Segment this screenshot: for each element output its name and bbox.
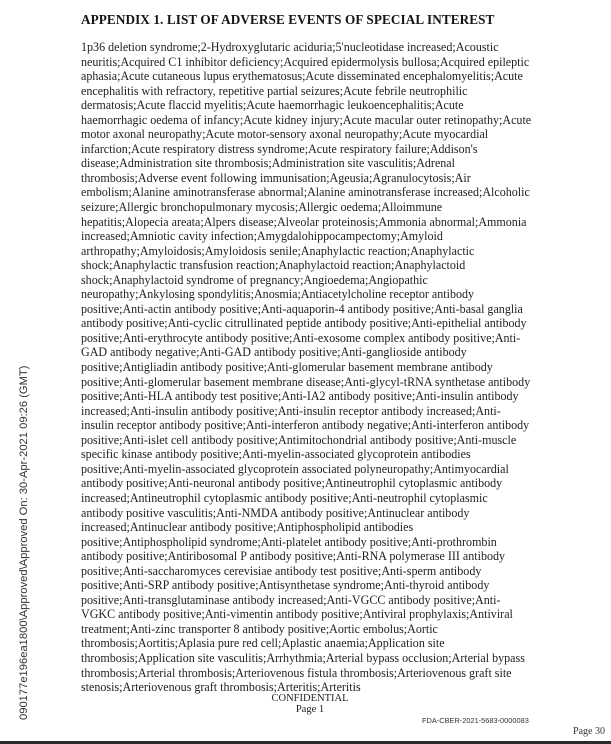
- text-line: arthropathy;Amyloidosis;Amyloidosis senile;Anaphylactic reaction;Anaphylactic: [81, 243, 475, 258]
- text-line: increased;Amniotic cavity infection;Amygdalohippocampectomy;Amyloid: [81, 229, 443, 244]
- text-line: increased;Anti-insulin antibody positive;Anti-insulin receptor antibody increased;Anti-: [81, 403, 501, 418]
- text-line: positive;Anti-glomerular basement membrane disease;Anti-glycyl-tRNA synthetase antibody: [81, 374, 531, 389]
- document-id: FDA-CBER-2021-5683-0000083: [422, 716, 529, 725]
- text-line: antibody positive;Anti-cyclic citrullinated peptide antibody positive;Anti-epithelial antibody: [81, 316, 527, 331]
- text-line: positive;Anti-saccharomyces cerevisiae antibody test positive;Anti-sperm antibody: [81, 563, 482, 578]
- text-line: VGKC antibody positive;Anti-vimentin antibody positive;Antiviral prophylaxis;Antiviral: [81, 607, 513, 622]
- text-line: neuropathy;Ankylosing spondylitis;Anosmia;Antiacetylcholine receptor antibody: [81, 287, 475, 302]
- text-line: increased;Antineutrophil cytoplasmic antibody positive;Anti-neutrophil cytoplasmic: [81, 490, 488, 505]
- text-line: thrombosis;Adverse event following immunisation;Ageusia;Agranulocytosis;Air: [81, 170, 471, 185]
- text-line: thrombosis;Arterial thrombosis;Arteriovenous fistula thrombosis;Arteriovenous graft site: [81, 665, 512, 680]
- text-line: antibody positive;Anti-neuronal antibody positive;Antineutrophil cytoplasmic antibody: [81, 476, 503, 491]
- text-line: antibody positive;Antiribosomal P antibody positive;Anti-RNA polymerase III antibody: [81, 549, 506, 564]
- text-line: infarction;Acute respiratory distress syndrome;Acute respiratory failure;Addison's: [81, 141, 478, 156]
- text-line: positive;Anti-myelin-associated glycoprotein associated polyneuropathy;Antimyocardial: [81, 461, 509, 476]
- text-line: positive;Antiphospholipid syndrome;Anti-platelet antibody positive;Anti-prothrombin: [81, 534, 497, 549]
- text-line: encephalitis with refractory, repetitive partial seizures;Acute febrile neutrophilic: [81, 83, 468, 98]
- text-line: neuritis;Acquired C1 inhibitor deficiency;Acquired epidermolysis bullosa;Acquired epileptic: [81, 54, 530, 69]
- text-line: thrombosis;Aortitis;Aplasia pure red cell;Aplastic anaemia;Application site: [81, 636, 445, 651]
- text-line: aphasia;Acute cutaneous lupus erythematosus;Acute disseminated encephalomyelitis;Acute: [81, 69, 523, 84]
- appendix-title: APPENDIX 1. LIST OF ADVERSE EVENTS OF SPECIAL INTEREST: [81, 12, 495, 27]
- text-line: shock;Anaphylactic transfusion reaction;Anaphylactoid reaction;Anaphylactoid: [81, 258, 466, 273]
- approval-stamp: 090177e196ea1800\Approved\Approved On: 30-Apr-2021 09:26 (GMT): [18, 365, 30, 720]
- text-line: embolism;Alanine aminotransferase abnormal;Alanine aminotransferase increased;Alcoholic: [81, 185, 530, 200]
- text-line: increased;Antinuclear antibody positive;Antiphospholipid antibodies: [81, 520, 414, 535]
- text-line: positive;Anti-actin antibody positive;Anti-aquaporin-4 antibody positive;Anti-basal ganglia: [81, 301, 523, 316]
- text-line: positive;Anti-HLA antibody test positive;Anti-IA2 antibody positive;Anti-insulin antibody: [81, 389, 519, 404]
- text-line: disease;Administration site thrombosis;Administration site vasculitis;Adrenal: [81, 156, 456, 171]
- text-line: specific kinase antibody positive;Anti-myelin-associated glycoprotein antibodies: [81, 447, 471, 462]
- text-line: positive;Anti-transglutaminase antibody increased;Anti-VGCC antibody positive;Anti-: [81, 592, 501, 607]
- text-line: seizure;Allergic bronchopulmonary mycosis;Allergic oedema;Alloimmune: [81, 200, 443, 215]
- text-line: GAD antibody negative;Anti-GAD antibody positive;Anti-ganglioside antibody: [81, 345, 467, 360]
- text-line: hepatitis;Alopecia areata;Alpers disease;Alveolar proteinosis;Ammonia abnormal;Ammonia: [81, 214, 527, 229]
- adverse-events-list: [81, 40, 571, 695]
- text-line: stenosis;Arteriovenous graft thrombosis;Arteritis;Arteritis: [81, 680, 361, 695]
- text-line: dermatosis;Acute flaccid myelitis;Acute haemorrhagic leukoencephalitis;Acute: [81, 98, 464, 113]
- text-line: insulin receptor antibody positive;Anti-interferon antibody negative;Anti-interferon antibody: [81, 418, 530, 433]
- text-line: positive;Anti-erythrocyte antibody positive;Anti-exosome complex antibody positive;Anti-: [81, 330, 521, 345]
- text-line: thrombosis;Application site vasculitis;Arrhythmia;Arterial bypass occlusion;Arterial bypass: [81, 650, 525, 665]
- text-line: positive;Anti-SRP antibody positive;Antisynthetase syndrome;Anti-thyroid antibody: [81, 578, 490, 593]
- text-line: haemorrhagic oedema of infancy;Acute kidney injury;Acute macular outer retinopathy;Acute: [81, 112, 532, 127]
- confidential-label: CONFIDENTIAL: [271, 693, 349, 704]
- confidential-footer: [250, 693, 370, 715]
- page-label: Page 1: [295, 704, 325, 715]
- text-line: motor axonal neuropathy;Acute motor-sensory axonal neuropathy;Acute myocardial: [81, 127, 489, 142]
- text-line: 1p36 deletion syndrome;2-Hydroxyglutaric aciduria;5'nucleotidase increased;Acoustic: [81, 40, 499, 54]
- text-line: shock;Anaphylactoid syndrome of pregnancy;Angioedema;Angiopathic: [81, 272, 428, 287]
- text-line: antibody positive vasculitis;Anti-NMDA antibody positive;Antinuclear antibody: [81, 505, 470, 520]
- text-line: treatment;Anti-zinc transporter 8 antibody positive;Aortic embolus;Aortic: [81, 621, 438, 636]
- text-line: positive;Anti-islet cell antibody positive;Antimitochondrial antibody positive;Anti-muscle: [81, 432, 517, 447]
- text-line: positive;Antigliadin antibody positive;Anti-glomerular basement membrane antibody: [81, 360, 493, 375]
- outer-page-number: Page 30: [573, 726, 605, 737]
